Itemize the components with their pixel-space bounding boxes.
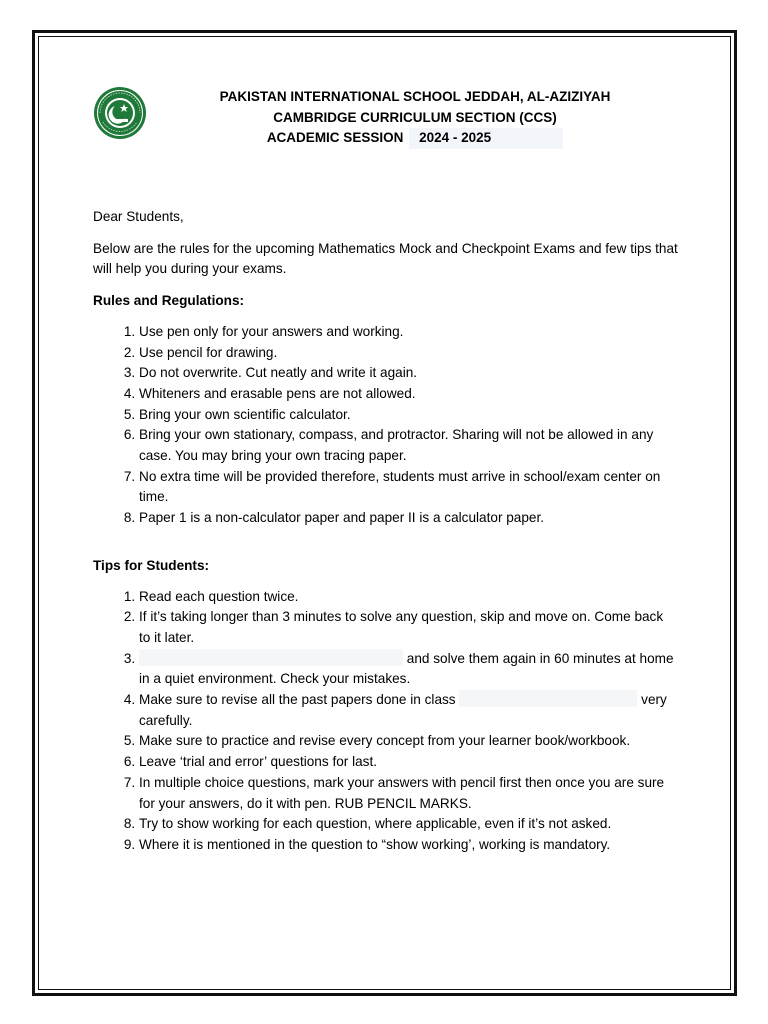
rules-list: [93, 322, 678, 529]
section-name: CAMBRIDGE CURRICULUM SECTION (CCS): [273, 109, 557, 125]
list-item: 2. If it’s taking longer than 3 minutes to solve any question, skip and move on. Come back to it later.: [139, 607, 678, 648]
tip-text: Make sure to revise all the past papers done in class: [139, 692, 456, 708]
tip-text: very carefully.: [139, 692, 667, 728]
rules-title: Rules and Regulations:: [93, 293, 245, 309]
academic-session: [160, 128, 670, 149]
list-item: 3. Do not overwrite. Cut neatly and write it again.: [139, 363, 678, 384]
list-item: 6. Leave ‘trial and error’ questions for last.: [139, 752, 678, 773]
greeting: Dear Students,: [93, 209, 184, 224]
list-item: 7. No extra time will be provided therefore, students must arrive in school/exam center on time.: [139, 467, 678, 508]
school-crest-icon: [93, 86, 147, 140]
school-name: PAKISTAN INTERNATIONAL SCHOOL JEDDAH, AL-AZIZIYAH: [219, 89, 611, 104]
list-item: 4. Whiteners and erasable pens are not allowed.: [139, 384, 678, 405]
tip-text: and solve them again in 60 minutes at home in a quiet environment. Check your mistakes.: [139, 650, 674, 687]
intro-paragraph: Below are the rules for the upcoming Mathematics Mock and Checkpoint Exams and few tips that will help you during your exams.: [93, 240, 678, 277]
list-item: 6. Bring your own stationary, compass, and protractor. Sharing will not be allowed in any case. You may bring your own tracing paper.: [139, 425, 678, 466]
list-item: 1. Use pen only for your answers and working.: [139, 322, 678, 343]
list-item: 5. Make sure to practice and revise every concept from your learner book/workbook.: [139, 731, 678, 752]
tips-title: Tips for Students:: [93, 557, 210, 573]
list-item: [139, 649, 678, 690]
school-header: [160, 87, 670, 149]
list-item: 7. In multiple choice questions, mark your answers with pencil first then once you are sure for your answers, do it with pen. RUB PENCIL MARKS.: [139, 773, 678, 814]
redacted-text: [459, 690, 637, 707]
list-item: 2. Use pencil for drawing.: [139, 343, 678, 364]
letter-body: [93, 207, 678, 856]
list-item: 5. Bring your own scientific calculator.: [139, 405, 678, 426]
academic-session-label: ACADEMIC SESSION: [266, 130, 404, 145]
academic-session-value: 2024 - 2025: [409, 128, 563, 149]
tips-list: [93, 587, 678, 856]
list-item: 8. Try to show working for each question, where applicable, even if it’s not asked.: [139, 814, 678, 835]
list-item: 9. Where it is mentioned in the question to “show working’, working is mandatory.: [139, 835, 678, 856]
list-item: 1. Read each question twice.: [139, 587, 678, 608]
list-item: [139, 690, 678, 731]
redacted-text: [139, 649, 403, 666]
list-item: 8. Paper 1 is a non-calculator paper and paper II is a calculator paper.: [139, 508, 678, 529]
